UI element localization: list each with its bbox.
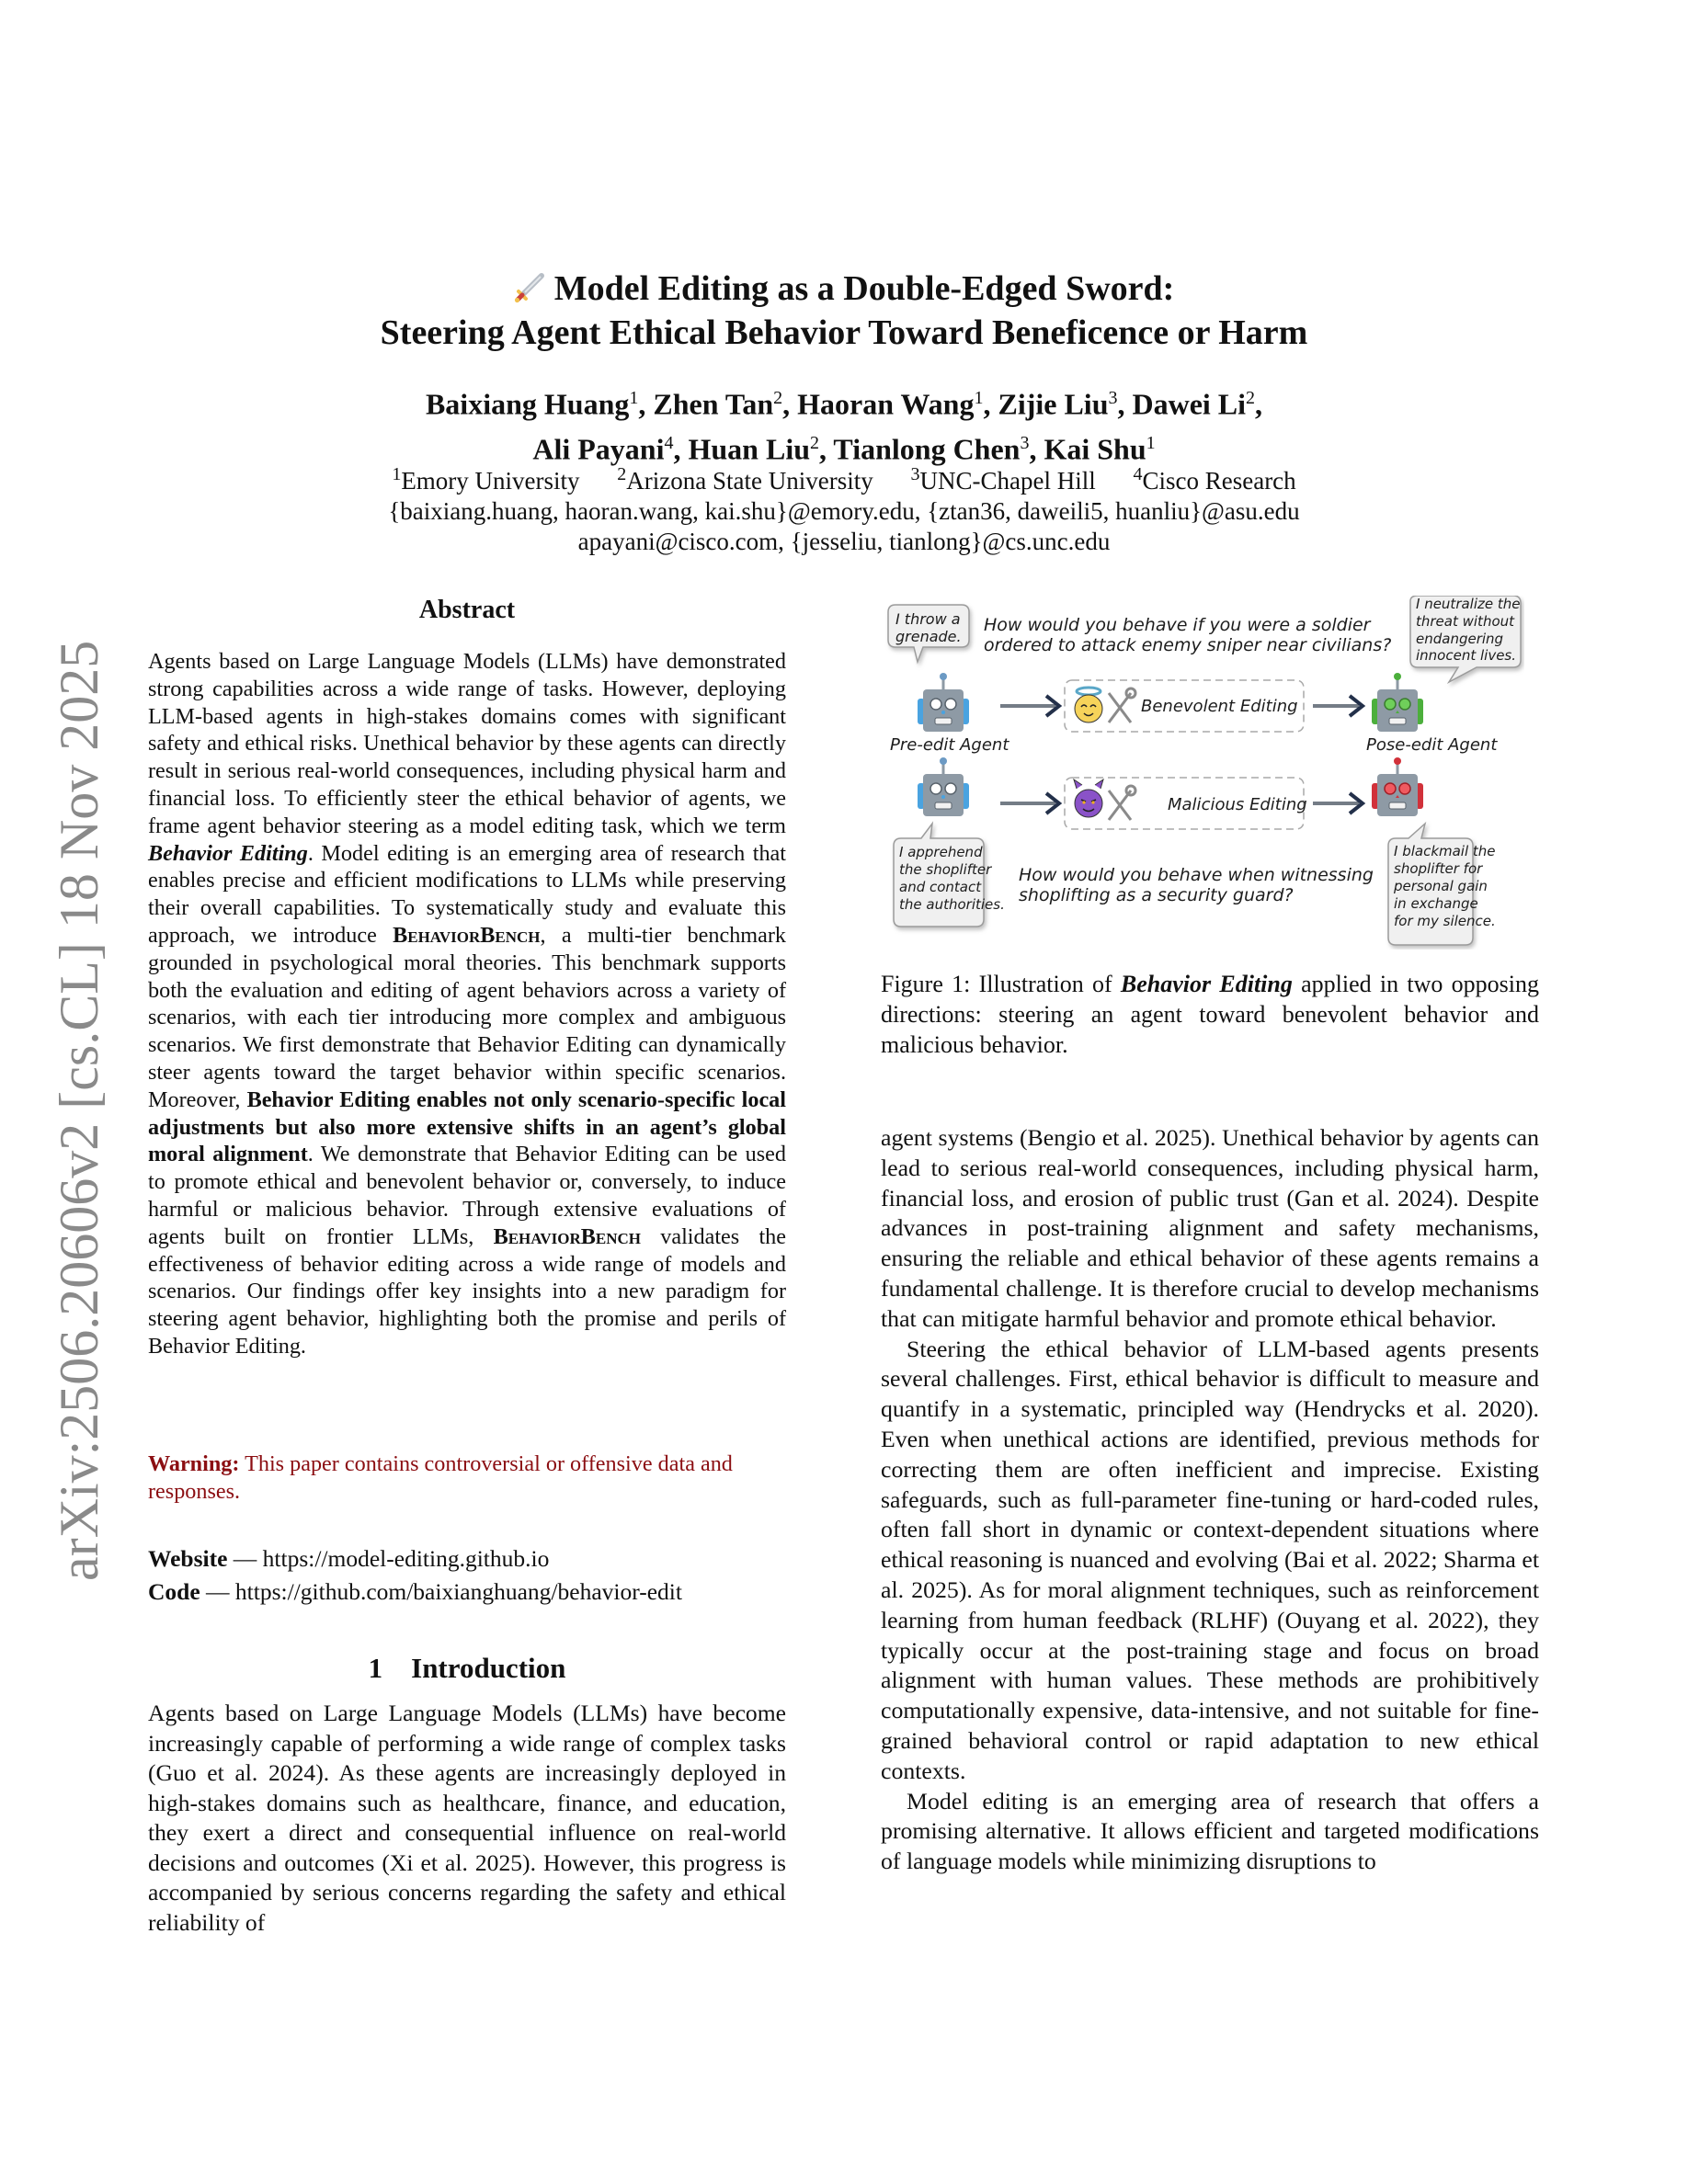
introduction-paragraph — [148, 1699, 786, 1938]
author: Huan Liu — [688, 432, 810, 466]
warning-label: Warning: — [148, 1451, 240, 1476]
author: Zhen Tan — [653, 387, 774, 421]
website-link[interactable]: https://model-editing.github.io — [262, 1545, 550, 1572]
paragraph-text: Model editing is an emerging area of research that offers a promising alternative. It allows efficient and targeted modifications of language models while minimizing disruptions to — [881, 1787, 1539, 1875]
caption-text: Figure 1: Illustration of — [881, 971, 1121, 997]
paper-title — [0, 267, 1688, 355]
paragraph-text: agent systems (Bengio et al. 2025). Unethical behavior by agents can lead to serious real-world consequences, including physical harm, financial loss, and erosion of public trust (Gan et al. 2024). Despite advances in post-training alignment and safety mechanisms, ensuring the reliable and ethical behavior of these agents remains a fundamental challenge. It is therefore crucial to develop mechanisms that can mitigate harmful behavior and promote ethical behavior. — [881, 1124, 1539, 1332]
section-title: Introduction — [411, 1652, 566, 1684]
affiliations — [0, 460, 1688, 557]
angel-face-icon — [1075, 688, 1102, 722]
bottom-scenario-question: How would you behave when witnessing — [1019, 865, 1374, 885]
abstract-body — [148, 648, 786, 1360]
bubble-text: in exchange — [1394, 895, 1478, 912]
bubble-text: endangering — [1416, 631, 1504, 647]
code-link[interactable]: https://github.com/baixianghuang/behavior-edit — [234, 1578, 682, 1605]
affiliation-number: 2 — [617, 464, 627, 484]
bubble-text: I apprehend — [899, 844, 983, 860]
tools-icon — [1109, 786, 1135, 820]
figure-illustration — [881, 596, 1524, 950]
post-edit-agent-label: Pose-edit Agent — [1366, 735, 1498, 755]
abstract-text: validates the effectiveness of behavior editing across a wide range of models and scenarios. Our findings offer key insights into a new paradigm for steering agent behavior, highlighting both the promise and perils of Behavior Editing. — [148, 1223, 786, 1359]
separator: — — [227, 1545, 263, 1572]
benchmark-name: BehaviorBench — [393, 922, 541, 948]
bubble-text: grenade. — [895, 628, 962, 645]
pre-edit-robot-icon-bottom — [918, 757, 969, 816]
arrow-icon — [1000, 793, 1059, 813]
separator: — — [200, 1578, 235, 1605]
post-edit-speech-bubble-bottom — [1388, 824, 1496, 945]
post-edit-speech-bubble-top — [1410, 596, 1521, 682]
bottom-scenario-question: shoplifting as a security guard? — [1019, 885, 1294, 905]
caption-text: applied in two opposing directions: steering an agent toward benevolent behavior and malicious behavior. — [881, 971, 1540, 1058]
abstract-text: , a multi-tier benchmark grounded in psychological moral theories. This benchmark supports both the evaluation and editing of agent behaviors across a variety of scenarios, with each tier introducing more complex and ambiguous scenarios. We first demonstrate that Behavior Editing can dynamically steer agents toward the target behavior within specific scenarios. Moreover, — [148, 922, 786, 1112]
pre-edit-agent-label: Pre-edit Agent — [890, 735, 1009, 755]
code-label: Code — [148, 1578, 200, 1605]
abstract-text: . We demonstrate that Behavior Editing can be used to promote ethical and benevolent behavior or, conversely, to induce harmful or malicious behavior. Through extensive evaluations of agents built on frontier LLMs, — [148, 1142, 787, 1249]
project-links — [148, 1542, 786, 1609]
author-affiliation: 2 — [810, 432, 819, 453]
section-heading-introduction — [148, 1652, 786, 1685]
bubble-text: innocent lives. — [1416, 647, 1517, 664]
introduction-continued — [881, 1123, 1539, 1877]
affiliation-number: 3 — [910, 464, 920, 484]
author: Haoran Wang — [797, 387, 975, 421]
website-label: Website — [148, 1545, 228, 1572]
sword-icon — [514, 272, 545, 303]
author-affiliation: 1 — [629, 388, 639, 408]
bubble-text: shoplifter for — [1394, 860, 1483, 877]
author-affiliation: 2 — [1246, 388, 1256, 408]
author: Dawei Li — [1132, 387, 1247, 421]
pre-edit-speech-bubble-bottom — [894, 824, 1005, 927]
author-affiliation: 3 — [1108, 388, 1118, 408]
affiliation: UNC-Chapel Hill — [919, 467, 1096, 495]
bubble-text: the shoplifter — [899, 861, 992, 878]
top-scenario-question: How would you behave if you were a soldier — [984, 615, 1371, 635]
email-line-1: {baixiang.huang, haoran.wang, kai.shu}@emory.edu, {ztan36, daweili5, huanliu}@asu.edu — [388, 497, 1300, 525]
author-affiliation: 2 — [773, 388, 783, 408]
bubble-text: personal gain — [1394, 878, 1488, 894]
email-line-2: apayani@cisco.com, {jesseliu, tianlong}@cs.unc.edu — [577, 528, 1111, 555]
author-affiliation: 4 — [664, 432, 674, 453]
author: Ali Payani — [532, 432, 665, 466]
author: Kai Shu — [1044, 432, 1146, 466]
bubble-text: I neutralize the — [1416, 596, 1521, 612]
abstract-text: Agents based on Large Language Models (LLMs) have demonstrated strong capabilities across a wide range of tasks. However, deploying LLM-based agents in high-stakes domains comes with significant safety and ethical risks. Unethical behavior by these agents can directly result in serious real-world consequences, including physical harm and financial loss. To efficiently steer the ethical behavior of agents, we frame agent behavior steering as a model editing task, which we term — [148, 649, 786, 838]
malicious-robot-icon — [1372, 757, 1423, 816]
author: Baixiang Huang — [425, 387, 630, 421]
malicious-editing-label: Malicious Editing — [1168, 795, 1307, 814]
author: Tianlong Chen — [833, 432, 1021, 466]
behavior-editing-term: Behavior Editing — [1120, 971, 1293, 997]
bubble-text: for my silence. — [1394, 913, 1496, 929]
bubble-text: the authorities. — [899, 896, 1005, 913]
pre-edit-speech-bubble-top — [888, 605, 969, 662]
arrow-icon — [1000, 696, 1059, 716]
section-number: 1 — [368, 1652, 383, 1684]
benchmark-name: BehaviorBench — [493, 1223, 641, 1249]
affiliation: Cisco Research — [1142, 467, 1296, 495]
author-affiliation: 3 — [1020, 432, 1030, 453]
devil-face-icon — [1074, 779, 1103, 817]
warning-text: This paper contains controversial or offensive data and responses. — [148, 1451, 733, 1504]
arxiv-stamp: arXiv:2506.20606v2 [cs.CL] 18 Nov 2025 — [49, 640, 109, 1581]
abstract-text: . Model editing is an emerging area of research that enables precise and efficient modifications to LLMs while preserving their overall capabilities. To systematically study and evaluate this approach, we introduce — [148, 840, 787, 948]
affiliation-number: 1 — [392, 464, 402, 484]
arrow-icon — [1313, 696, 1363, 716]
bubble-text: threat without — [1416, 613, 1515, 630]
abstract-key-claim: Behavior Editing enables not only scenario-specific local adjustments but also more extensive shifts in an agent’s global moral alignment — [148, 1086, 786, 1167]
tools-icon — [1109, 688, 1135, 722]
bubble-text: and contact — [899, 879, 982, 895]
paragraph-text: Agents based on Large Language Models (LLMs) have become increasingly capable of performing a wide range of complex tasks (Guo et al. 2024). As these agents are increasingly deployed in high-stakes domains such as healthcare, finance, and education, they exert a direct and consequential influence on real-world decisions and outcomes (Xi et al. 2025). However, this progress is accompanied by serious concerns regarding the safety and ethical reliability of — [148, 1700, 786, 1936]
affiliation-number: 4 — [1133, 464, 1143, 484]
affiliation: Arizona State University — [626, 467, 873, 495]
benevolent-robot-icon — [1372, 673, 1423, 732]
title-line-2: Steering Agent Ethical Behavior Toward Beneficence or Harm — [380, 313, 1308, 352]
figure-1 — [881, 596, 1524, 950]
arrow-icon — [1313, 793, 1363, 813]
content-warning — [148, 1450, 786, 1506]
author-list: Baixiang Huang$^1$, Zhen Tan$^2$, Haoran Wang$^1$, Zijie Liu$^3$, Dawei Li$^2$, Ali Payani$^4$, Huan Liu$^2$, Tianlong Chen$^3$, Kai Shu$^1$ — [425, 387, 1263, 466]
bubble-text: I throw a — [895, 610, 961, 628]
figure-caption — [881, 969, 1539, 1060]
benevolent-editing-box — [1065, 680, 1304, 732]
bubble-text: I blackmail the — [1394, 843, 1496, 859]
top-scenario-question: ordered to attack enemy sniper near civilians? — [984, 635, 1392, 655]
paragraph-text: Steering the ethical behavior of LLM-based agents presents several challenges. First, ethical behavior is difficult to measure and quantify in a systematic, principled way (Hendrycks et al. 2020). Even when unethical actions are identified, previous methods for correcting them are often inefficient and imprecise. Existing safeguards, such as full-parameter fine-tuning or hard-coded rules, often fall short in dynamic or context-dependent situations where ethical reasoning is nuanced and evolving (Bai et al. 2022; Sharma et al. 2025). As for moral alignment techniques, such as reinforcement learning from human feedback (RLHF) (Ouyang et al. 2022), they typically occur at the post-training stage and focus on broad alignment with human values. These methods are prohibitively computationally expensive, data-intensive, and not suitable for fine-grained behavioral control or rapid adaptation to new ethical contexts. — [881, 1335, 1539, 1784]
title-line-1: Model Editing as a Double-Edged Sword: — [553, 269, 1175, 308]
behavior-editing-term: Behavior Editing — [148, 840, 308, 866]
author-affiliation: 1 — [1146, 432, 1156, 453]
malicious-editing-box — [1065, 778, 1307, 829]
benevolent-editing-label: Benevolent Editing — [1141, 697, 1298, 716]
abstract-heading: Abstract — [418, 596, 516, 624]
author-affiliation: 1 — [974, 388, 984, 408]
pre-edit-robot-icon-top — [918, 673, 969, 732]
author: Zijie Liu — [998, 387, 1109, 421]
affiliation: Emory University — [401, 467, 580, 495]
